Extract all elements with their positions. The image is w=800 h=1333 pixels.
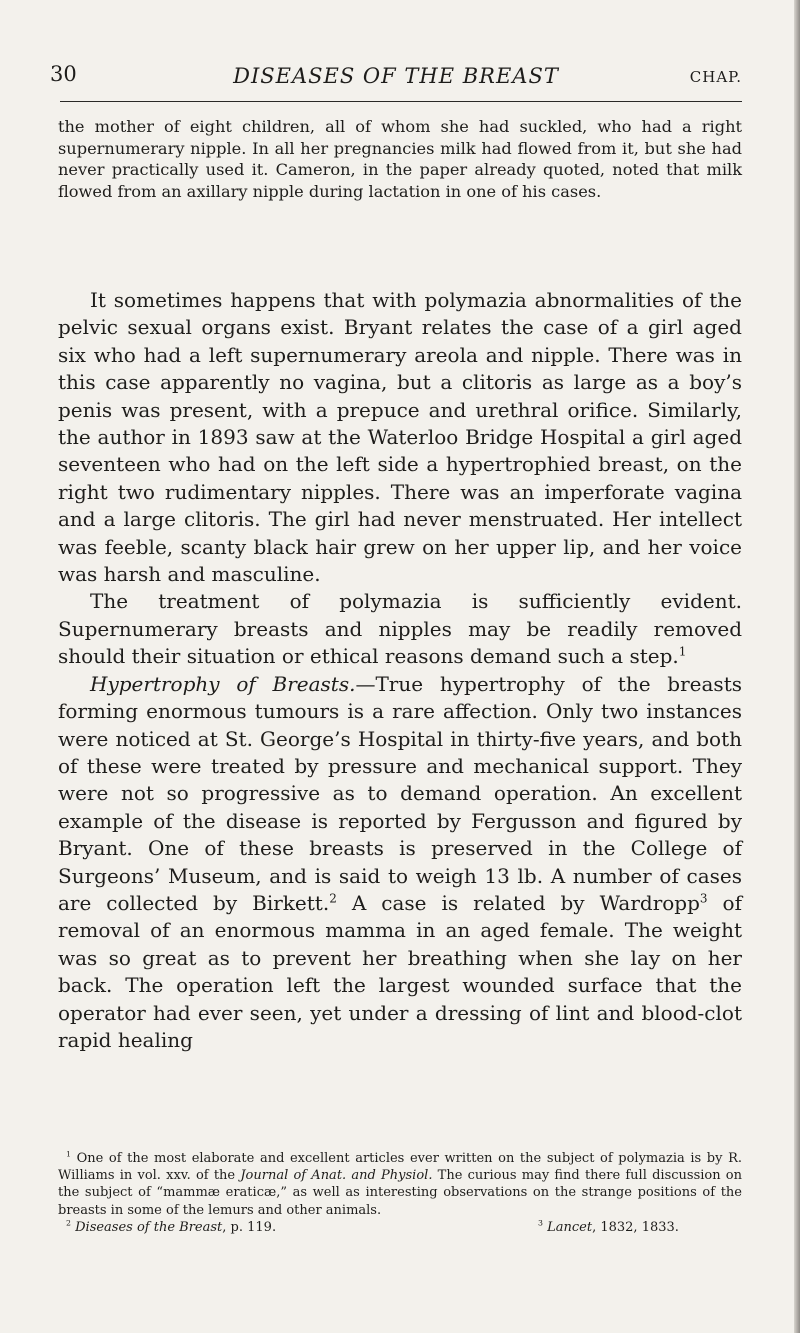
header-rule <box>60 101 742 102</box>
paragraph-text: —True hypertrophy of the breasts forming enormous tumours is a rare affection. Only two instances were noticed at St. George’s Hospital in thirty-five years, and both of these were treated by pressure and mechanical support. They were not so progressive as to demand operation. An excellent example of the disease is reported by Fergusson and figured by Bryant. One of these breasts is preserved in the College of Surgeons’ Museum, and is said to weigh 13 lb. A number of cases are collected by Birkett. <box>58 671 742 915</box>
paragraph-text: A case is related by Wardropp <box>336 890 700 915</box>
footnote-text: The curious may find there full discussion on the subject of “mammæ eraticæ,” as well as interesting observations on the strange positions of the breasts in some of the lemurs and other animals. <box>58 1168 743 1218</box>
opening-paragraph <box>58 116 742 202</box>
footnote-marker: 1 <box>66 1149 71 1159</box>
paragraph-text: of removal of an enormous mamma in an aged female. The weight was so great as to prevent her breathing when she lay on her back. The operation left the largest wounded surface that the operator had ever seen, yet under a dressing of lint and blood-clot rapid healing <box>58 890 742 1052</box>
footnote-marker: 3 <box>538 1218 543 1228</box>
journal-title: Lancet <box>547 1219 593 1235</box>
paragraph-text: the mother of eight children, all of whom she had suckled, who had a right supernumerary nipple. In all her pregnancies milk had flowed from it, but she had never practically used it. Cameron, in the paper already quoted, noted that milk flowed from an axillary nipple during lactation in one of his cases. <box>58 117 742 201</box>
main-text <box>58 287 742 1054</box>
section-heading: Hypertrophy of Breasts. <box>90 671 356 696</box>
footnote-text: , p. 119. <box>222 1219 277 1235</box>
footnotes <box>58 1150 742 1236</box>
paragraph-text: It sometimes happens that with polymazia abnormalities of the pelvic sexual organs exist. Bryant relates the case of a girl aged six who had a left supernumerary areola and nipple. There was in this case apparently no vagina, but a clitoris as large as a boy’s penis was present, with a prepuce and urethral orifice. Similarly, the author in 1893 saw at the Waterloo Bridge Hospital a girl aged seventeen who had on the left side a hypertrophied breast, on the right two rudimentary nipples. There was an imperforate vagina and a large clitoris. The girl had never menstruated. Her intellect was feeble, scanty black hair grew on her upper lip, and her voice was harsh and masculine. <box>58 288 742 587</box>
journal-title: Journal of Anat. and Physiol. <box>240 1168 433 1184</box>
page-header <box>50 62 742 102</box>
footnote-text: One of the most elaborate and excellent articles ever written on the subject of polymazia is by R. Williams in vol. xxv. of the <box>58 1151 742 1184</box>
footnote-1 <box>58 1150 742 1219</box>
chapter-label: CHAP. <box>689 68 742 86</box>
footnote-marker: 2 <box>66 1218 71 1228</box>
footnote-3 <box>538 1219 679 1236</box>
footnote-ref: 2 <box>329 891 337 906</box>
paragraph-text: The treatment of polymazia is sufficiently evident. Supernumerary breasts and nipples may be readily removed should their situation or ethical reasons demand such a step. <box>58 589 742 669</box>
footnote-ref: 3 <box>699 891 708 906</box>
footnote-ref: 1 <box>678 644 687 659</box>
page-number: 30 <box>50 62 77 86</box>
treatment-paragraph <box>58 588 742 670</box>
running-head: DISEASES OF THE BREAST <box>233 64 559 88</box>
footnote-2 <box>66 1219 276 1236</box>
book-title: Diseases of the Breast <box>75 1219 223 1235</box>
footnote-text: , 1832, 1833. <box>592 1219 679 1235</box>
footnotes-2-3 <box>58 1219 742 1236</box>
page-edge <box>794 0 800 1333</box>
hypertrophy-paragraph <box>58 671 742 1055</box>
